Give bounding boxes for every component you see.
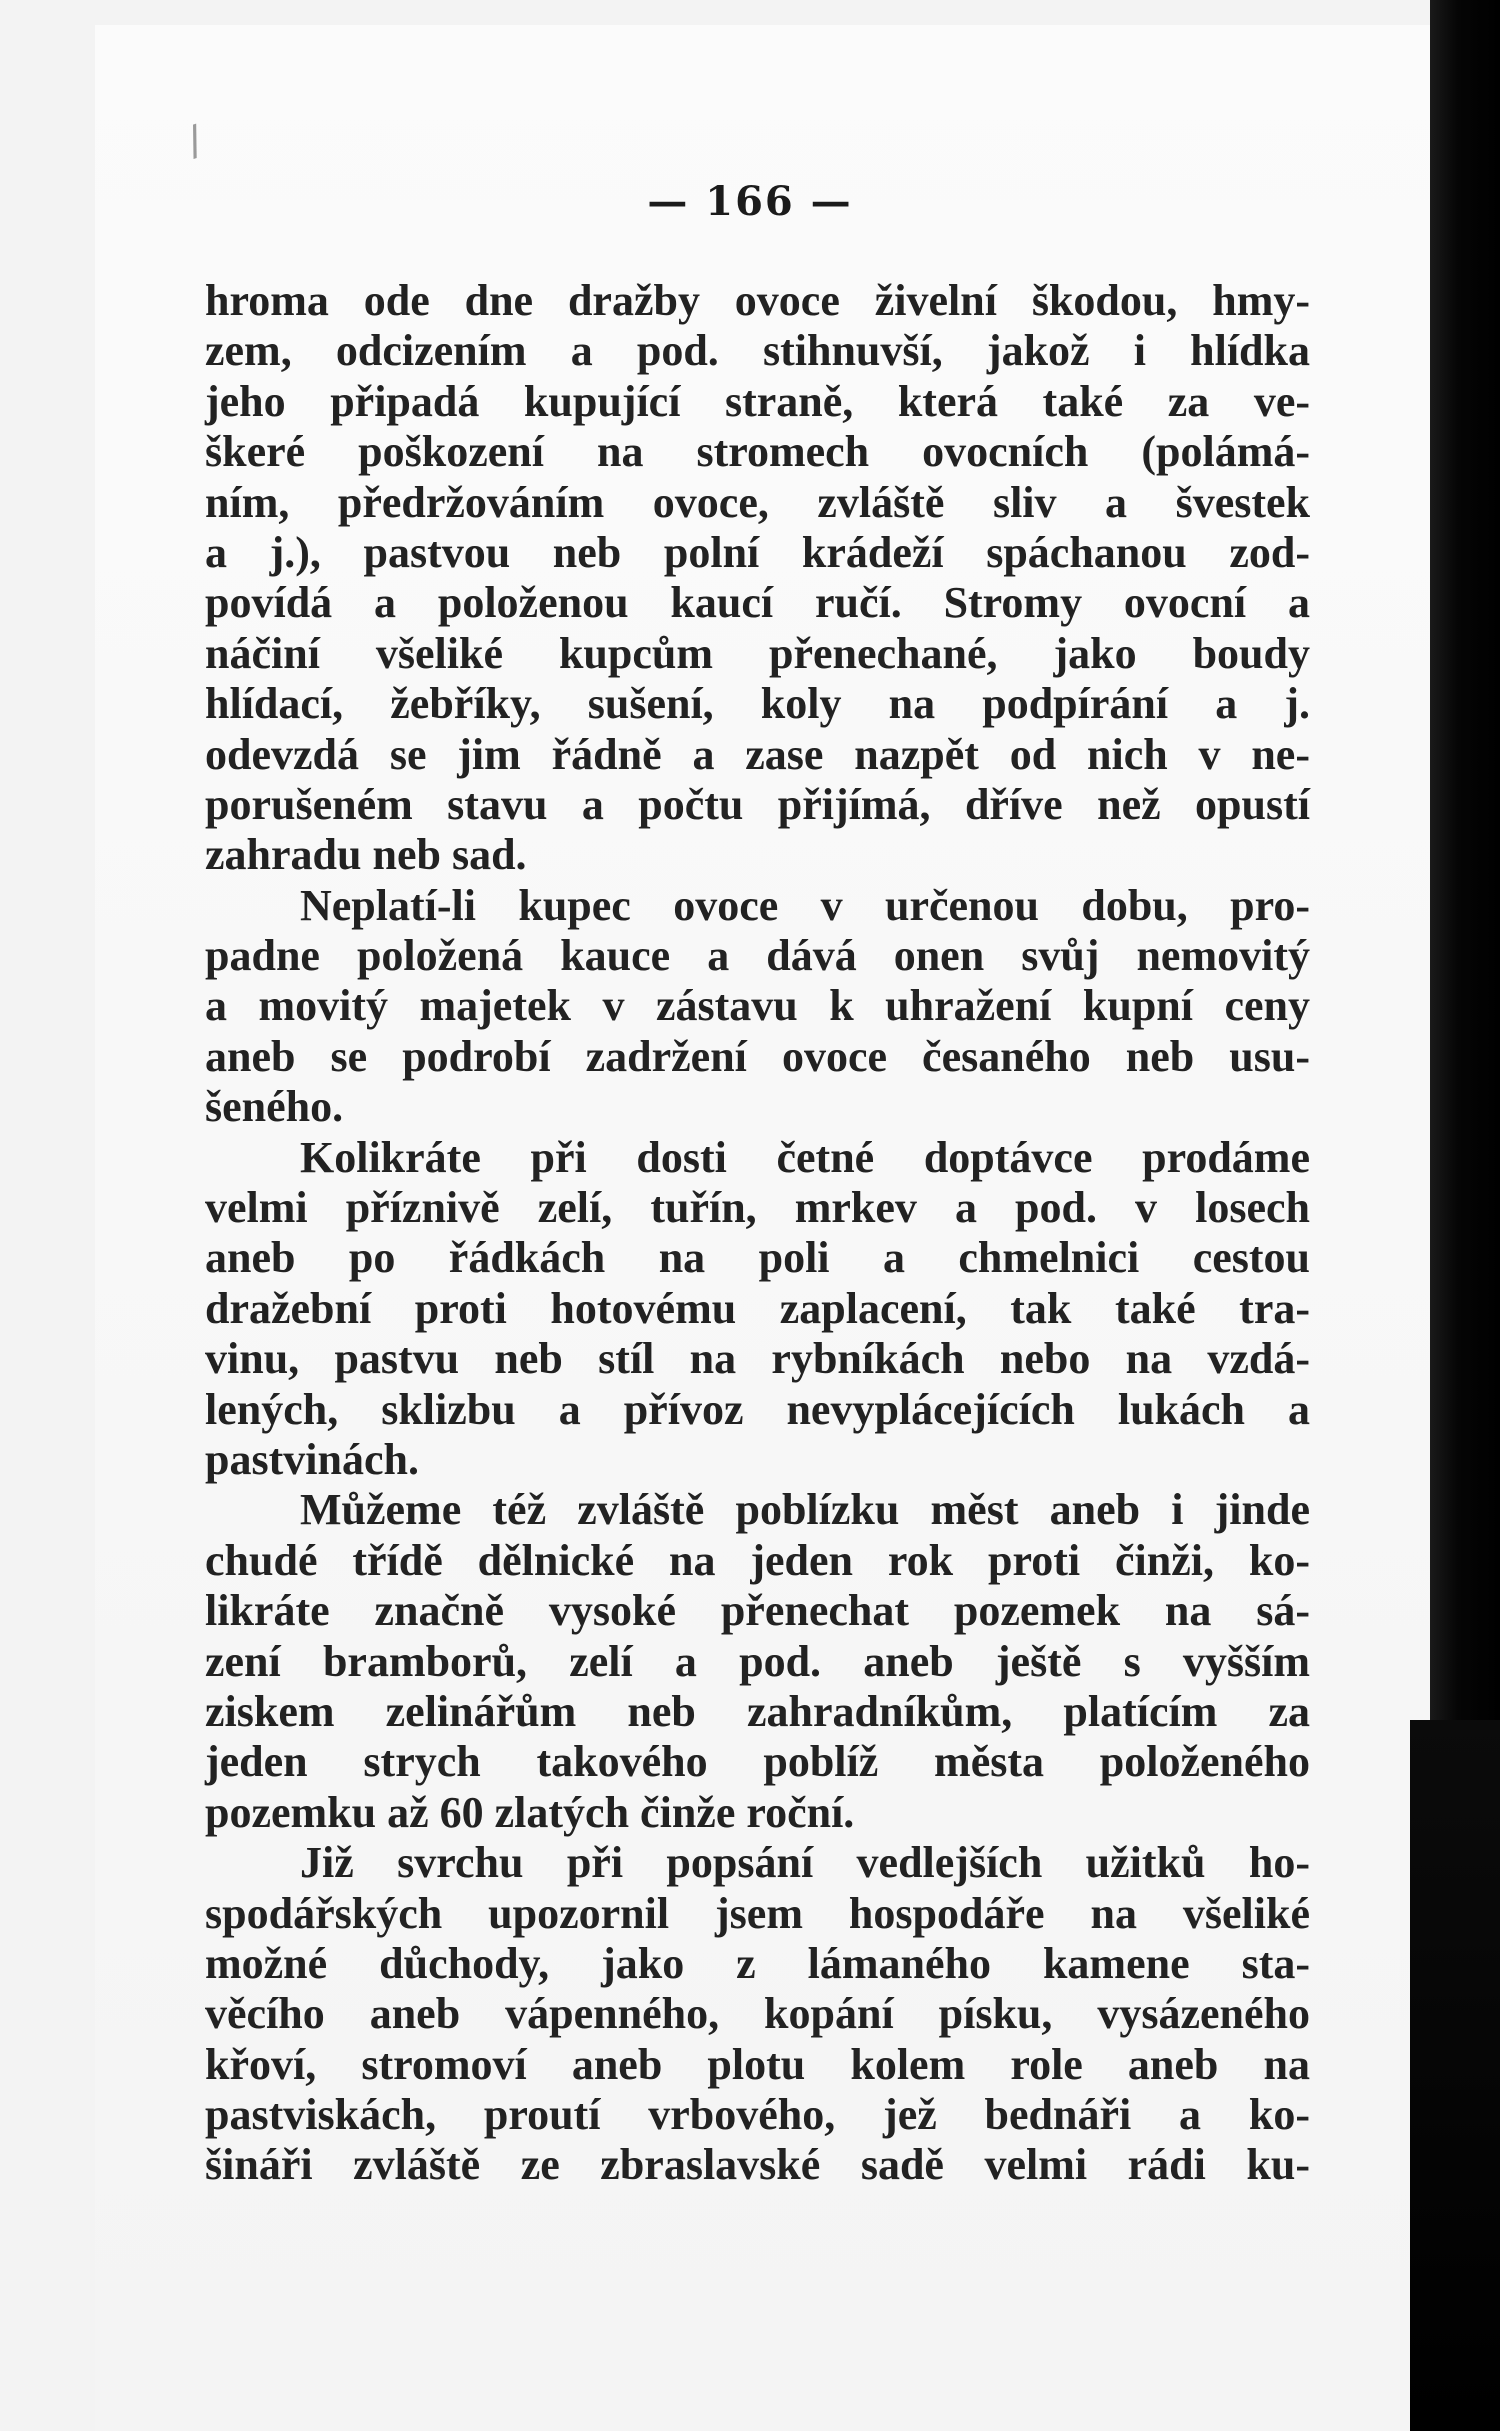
text-line: velmi příznivě zelí, tuřín, mrkev a pod. v losech	[205, 1183, 1310, 1233]
text-line: Již svrchu při popsání vedlejších užitků ho-	[300, 1838, 1310, 1888]
text-line: lených, sklizbu a přívoz nevyplácejících lukách a	[205, 1384, 1310, 1434]
text-line: šeného.	[205, 1082, 344, 1132]
text-line: odevzdá se jim řádně a zase nazpět od nich v ne-	[205, 729, 1310, 779]
text-line: a movitý majetek v zástavu k uhražení kupní ceny	[205, 981, 1310, 1031]
page-number: — 166 —	[647, 178, 853, 225]
text-line: pastvinách.	[205, 1434, 419, 1484]
text-line: chudé třídě dělnické na jeden rok proti činži, ko-	[205, 1535, 1310, 1585]
text-line: ziskem zelinářům neb zahradníkům, platícím za	[205, 1686, 1310, 1736]
text-line: spodářských upozornil jsem hospodáře na všeliké	[205, 1888, 1310, 1938]
text-line: Kolikráte při dosti četné doptávce prodáme	[300, 1132, 1310, 1182]
text-line: porušeném stavu a počtu přijímá, dříve než opustí	[205, 779, 1310, 829]
text-line: jeho připadá kupující straně, která také za ve-	[205, 376, 1310, 426]
text-line: padne položená kauce a dává onen svůj nemovitý	[205, 931, 1310, 981]
text-line: dražební proti hotovému zaplacení, tak také tra-	[205, 1283, 1310, 1333]
text-line: aneb po řádkách na poli a chmelnici cestou	[205, 1233, 1310, 1283]
text-line: pozemku až 60 zlatých činže roční.	[205, 1787, 855, 1837]
text-line: ním, předržováním ovoce, zvláště sliv a švestek	[205, 477, 1310, 527]
text-line: hroma ode dne dražby ovoce živelní škodou, hmy-	[205, 276, 1310, 325]
text-line: Můžeme též zvláště poblízku měst aneb i jinde	[300, 1485, 1310, 1535]
text-line: zem, odcizením a pod. stihnuvší, jakož i hlídka	[205, 326, 1310, 376]
text-line: zahradu neb sad.	[205, 830, 527, 880]
binding-shadow	[1410, 1720, 1500, 2431]
text-line: věcího aneb vápenného, kopání písku, vysázeného	[205, 1989, 1310, 2039]
text-line: šináři zvláště ze zbraslavské sadě velmi rádi ku-	[205, 2140, 1310, 2190]
text-line: křoví, stromoví aneb plotu kolem role aneb na	[205, 2039, 1310, 2089]
text-line: povídá a položenou kaucí ručí. Stromy ovocní a	[205, 578, 1310, 628]
text-line: pastviskách, proutí vrbového, jež bednáři a ko-	[205, 2090, 1310, 2140]
text-line: jeden strych takového poblíž města položeného	[205, 1737, 1310, 1787]
margin-pencil-mark: /	[181, 117, 209, 165]
text-line: náčiní všeliké kupcům přenechané, jako boudy	[205, 628, 1310, 678]
text-line: možné důchody, jako z lámaného kamene sta-	[205, 1938, 1310, 1988]
text-line: likráte značně vysoké přenechat pozemek na sá-	[205, 1586, 1310, 1636]
text-line: hlídací, žebříky, sušení, koly na podpírání a j.	[205, 679, 1310, 729]
body-text	[205, 276, 1310, 2191]
text-line: zení bramborů, zelí a pod. aneb ještě s vyšším	[205, 1636, 1310, 1686]
text-line: škeré poškození na stromech ovocních (polámá-	[205, 427, 1310, 477]
text-line: a j.), pastvou neb polní krádeží spáchanou zod-	[205, 527, 1310, 577]
text-line: aneb se podrobí zadržení ovoce česaného neb usu-	[205, 1031, 1310, 1081]
text-line: Neplatí-li kupec ovoce v určenou dobu, pro-	[300, 880, 1310, 930]
text-line: vinu, pastvu neb stíl na rybníkách nebo na vzdá-	[205, 1334, 1310, 1384]
